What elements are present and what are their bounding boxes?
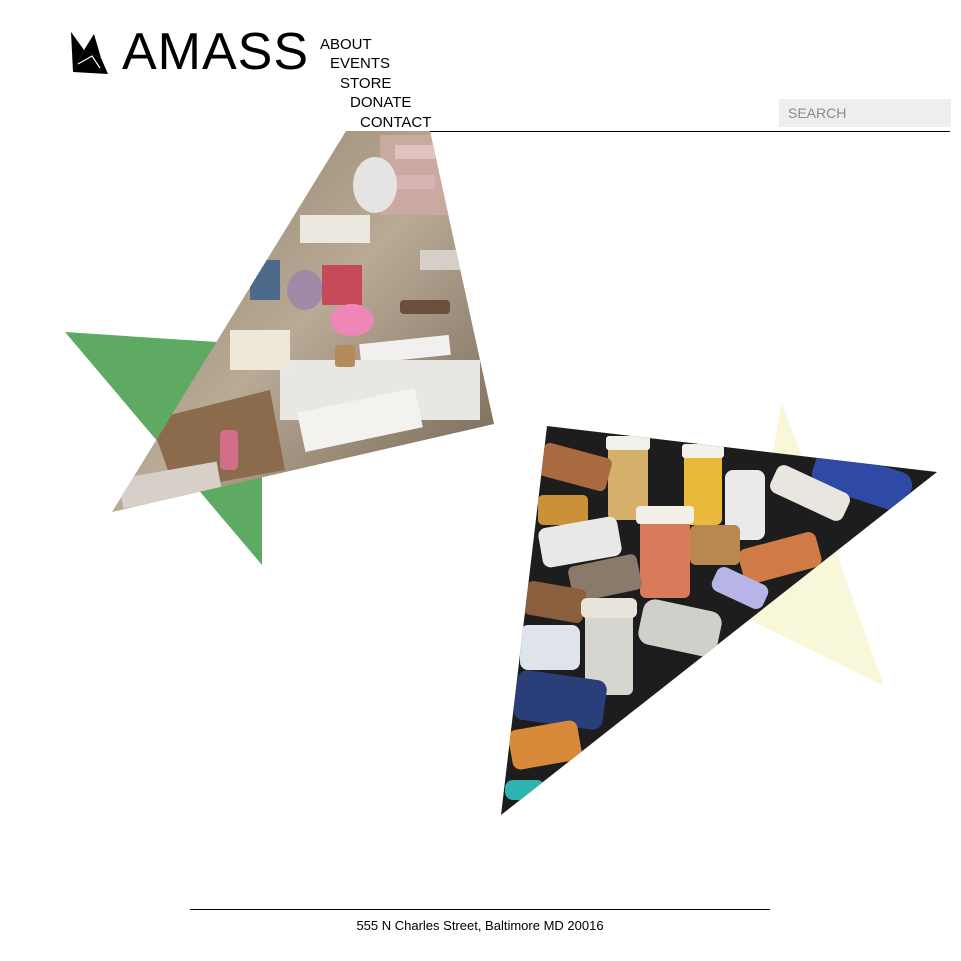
nav-contact[interactable]: CONTACT — [360, 113, 432, 131]
footer-address: 555 N Charles Street, Baltimore MD 20016 — [356, 918, 604, 933]
nav-events[interactable]: EVENTS — [330, 55, 391, 73]
nav-donate[interactable]: DONATE — [350, 94, 412, 112]
site-name: AMASS — [122, 23, 310, 81]
photo-collage-triangle — [100, 125, 500, 525]
nav-store[interactable]: STORE — [340, 74, 392, 92]
photo-bottles-triangle — [495, 420, 945, 820]
nav-about[interactable]: ABOUT — [320, 36, 372, 53]
footer-divider — [190, 909, 770, 910]
